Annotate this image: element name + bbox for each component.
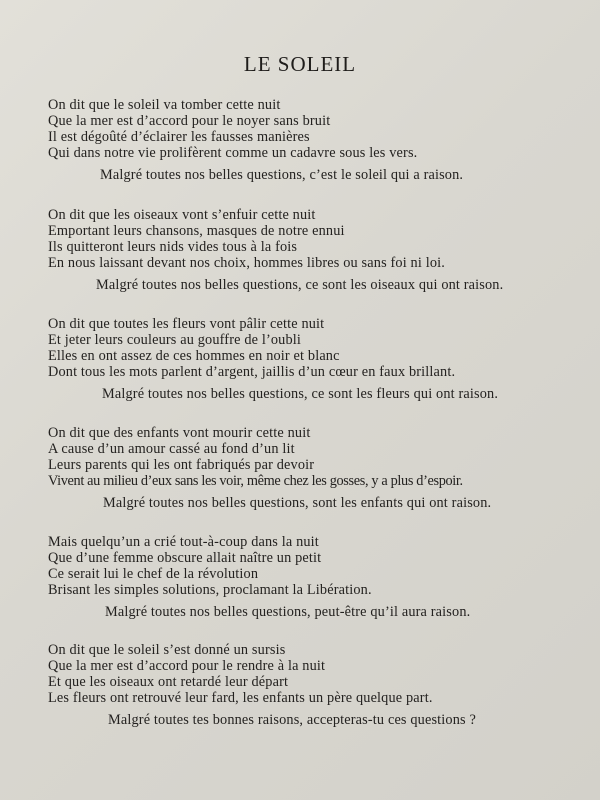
verse-line: Et jeter leurs couleurs au gouffre de l’oubli [48,332,302,348]
poem-title: LE SOLEIL [243,52,357,76]
verse-line: Que la mer est d’accord pour le rendre à la nuit [48,658,326,674]
verse-line: Leurs parents qui les ont fabriqués par devoir [48,457,315,473]
verse-line: Que d’une femme obscure allait naître un petit [48,550,322,566]
verse-line: Il est dégoûté d’éclairer les fausses manières [48,129,310,145]
verse-line: Elles en ont assez de ces hommes en noir et blanc [48,348,340,364]
verse-line: En nous laissant devant nos choix, hommes libres ou sans foi ni loi. [48,255,445,271]
verse-line: Mais quelqu’un a crié tout-à-coup dans la nuit [48,534,319,550]
verse-line: Dont tous les mots parlent d’argent, jaillis d’un cœur en faux brillant. [48,364,456,380]
refrain-line: Malgré toutes nos belles questions, peut-être qu’il aura raison. [105,604,471,620]
verse-line: Les fleurs ont retrouvé leur fard, les enfants un père quelque part. [48,690,433,706]
verse-line: Que la mer est d’accord pour le noyer sans bruit [48,113,331,129]
verse-line: On dit que le soleil va tomber cette nuit [48,97,281,113]
verse-line: Vivent au milieu d’eux sans les voir, même chez les gosses, y a plus d’espoir. [48,473,463,489]
refrain-line: Malgré toutes nos belles questions, ce sont les fleurs qui ont raison. [102,386,499,402]
verse-line: Et que les oiseaux ont retardé leur départ [48,674,289,690]
verse-line: Brisant les simples solutions, proclamant la Libération. [48,582,372,598]
verse-line: A cause d’un amour cassé au fond d’un lit [48,441,295,457]
verse-line: Qui dans notre vie prolifèrent comme un cadavre sous les vers. [48,145,418,161]
verse-line: On dit que toutes les fleurs vont pâlir cette nuit [48,316,325,332]
stanza-2 [48,207,588,293]
refrain-line: Malgré toutes nos belles questions, ce sont les oiseaux qui ont raison. [96,277,504,293]
stanza-1 [48,97,588,183]
refrain-line: Malgré toutes tes bonnes raisons, accepteras-tu ces questions ? [108,712,476,728]
refrain-line: Malgré toutes nos belles questions, sont les enfants qui ont raison. [103,495,492,511]
stanza-3 [48,316,588,402]
verse-line: Ils quitteront leurs nids vides tous à la fois [48,239,298,255]
verse-line: On dit que le soleil s’est donné un sursis [48,642,286,658]
verse-line: Ce serait lui le chef de la révolution [48,566,259,582]
verse-line: Emportant leurs chansons, masques de notre ennui [48,223,345,239]
verse-line: On dit que les oiseaux vont s’enfuir cette nuit [48,207,316,223]
refrain-line: Malgré toutes nos belles questions, c’est le soleil qui a raison. [100,167,464,183]
verse-line: On dit que des enfants vont mourir cette nuit [48,425,311,441]
stanza-6 [48,642,588,728]
stanza-5 [48,534,588,620]
stanza-4 [48,425,588,511]
